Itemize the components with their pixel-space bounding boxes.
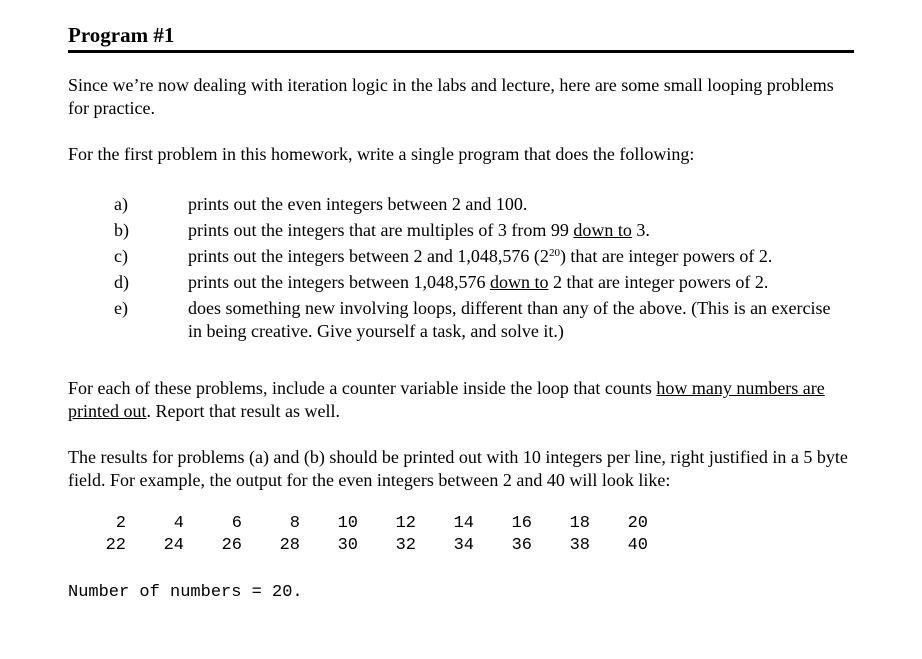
text-segment: 3. [631,220,650,240]
list-item-text: prints out the even integers between 2 and 100. [188,194,528,214]
output-number: 6 [231,514,242,533]
text-segment: prints out the integers between 2 and 1,048,576 (2 [188,246,549,266]
text-segment: For each of these problems, include a counter variable inside the loop that counts [68,378,657,398]
text-segment: 2 that are integer powers of 2. [548,272,769,292]
output-number: 40 [627,536,648,555]
list-item [114,193,844,216]
list-item-text [188,271,844,294]
example-output-grid [68,513,648,557]
task-intro-paragraph: For the first problem in this homework, write a single program that does the following: [68,144,695,164]
output-number: 14 [453,514,474,533]
list-item-text [188,245,844,268]
output-number: 12 [395,514,416,533]
underlined-text: down to [573,220,632,240]
text-segment: . Report that result as well. [146,401,340,421]
title-rule [68,50,854,53]
list-item [114,297,844,343]
list-item [114,219,844,242]
intro-paragraph: Since we’re now dealing with iteration logic in the labs and lecture, here are some small looping problems for practice. [68,75,834,118]
output-number: 36 [511,536,532,555]
output-number: 28 [279,536,300,555]
list-marker: d) [114,272,129,292]
underlined-text: how many numbers are printed out [68,378,825,421]
list-item [114,245,844,268]
list-item-text: does something new involving loops, different than any of the above. (This is an exercise in being creative. Give yourself a task, and solve it.) [188,298,831,341]
text-segment: prints out the integers between 1,048,576 [188,272,490,292]
output-number: 20 [627,514,648,533]
task-list [114,193,844,346]
underlined-text: down to [489,272,549,292]
output-number: 2 [115,514,126,533]
output-number: 10 [337,514,358,533]
counter-paragraph [68,377,854,423]
output-number: 38 [569,536,590,555]
list-marker: b) [114,220,129,240]
list-item-text [188,219,844,242]
text-segment: prints out the integers that are multiples of 3 from 99 [188,220,574,240]
output-number: 34 [453,536,474,555]
output-number: 26 [221,536,242,555]
list-marker: e) [114,298,128,318]
list-item [114,271,844,294]
format-paragraph: The results for problems (a) and (b) should be printed out with 10 integers per line, right justified in a 5 byte field. For example, the output for the even integers between 2 and 40 will look like: [68,447,848,490]
page-title: Program #1 [68,23,175,47]
superscript-exponent: 20 [548,247,560,259]
output-number: 30 [337,536,358,555]
output-number: 4 [173,514,184,533]
list-marker: c) [114,246,128,266]
output-number: 32 [395,536,416,555]
output-number: 24 [163,536,184,555]
text-segment: ) that are integer powers of 2. [559,246,773,266]
output-number: 16 [511,514,532,533]
output-number: 18 [569,514,590,533]
output-number: 22 [105,536,126,555]
list-marker: a) [114,194,128,214]
count-output-line: Number of numbers = 20. [68,583,303,602]
output-number: 8 [289,514,300,533]
